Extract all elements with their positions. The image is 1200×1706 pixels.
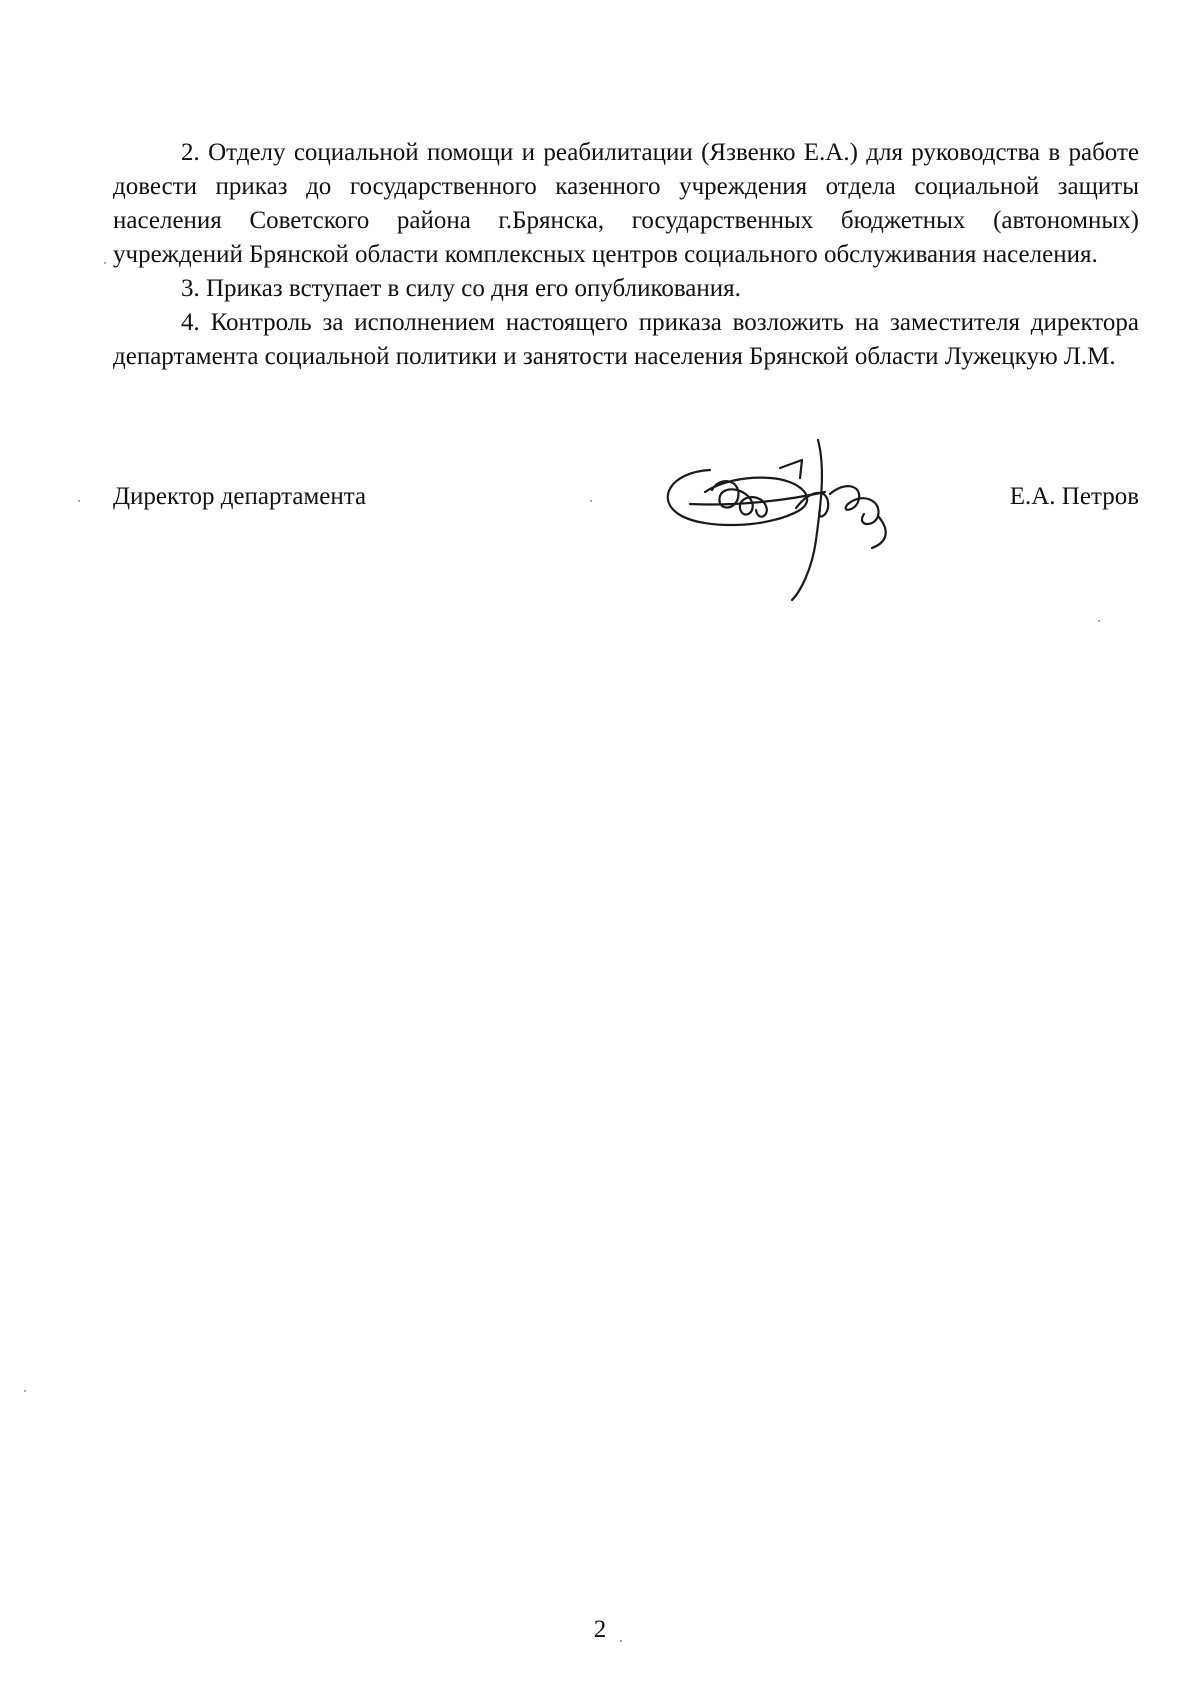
- scan-speck: [24, 1390, 26, 1392]
- page-number: 2: [593, 1616, 607, 1643]
- scan-speck: [620, 1640, 622, 1642]
- paragraph-3: 3. Приказ вступает в силу со дня его опубликования.: [181, 275, 741, 302]
- paragraph-4: 4. Контроль за исполнением настоящего приказа возложить на заместителя директора департамента социальной политики и занятости населения Брянской области Лужецкую Л.М.: [113, 309, 1139, 370]
- signer-position-title: Директор департамента: [113, 483, 367, 510]
- signature-block: [113, 480, 1139, 520]
- scan-speck: [78, 500, 80, 502]
- handwritten-signature: [650, 430, 930, 610]
- scan-speck: [1098, 620, 1100, 622]
- document-body: [113, 136, 1139, 374]
- paragraph-2: 2. Отделу социальной помощи и реабилитации (Язвенко Е.А.) для руководства в работе довести приказ до государственного казенного учреждения отдела социальной защиты населения Советского района г.Брянска, государственных бюджетных (автономных) учреждений Брянской области комплексных центров социального обслуживания населения.: [113, 139, 1139, 268]
- scan-speck: [590, 500, 592, 502]
- scan-speck: [104, 262, 106, 264]
- signer-name: Е.А. Петров: [1009, 483, 1139, 510]
